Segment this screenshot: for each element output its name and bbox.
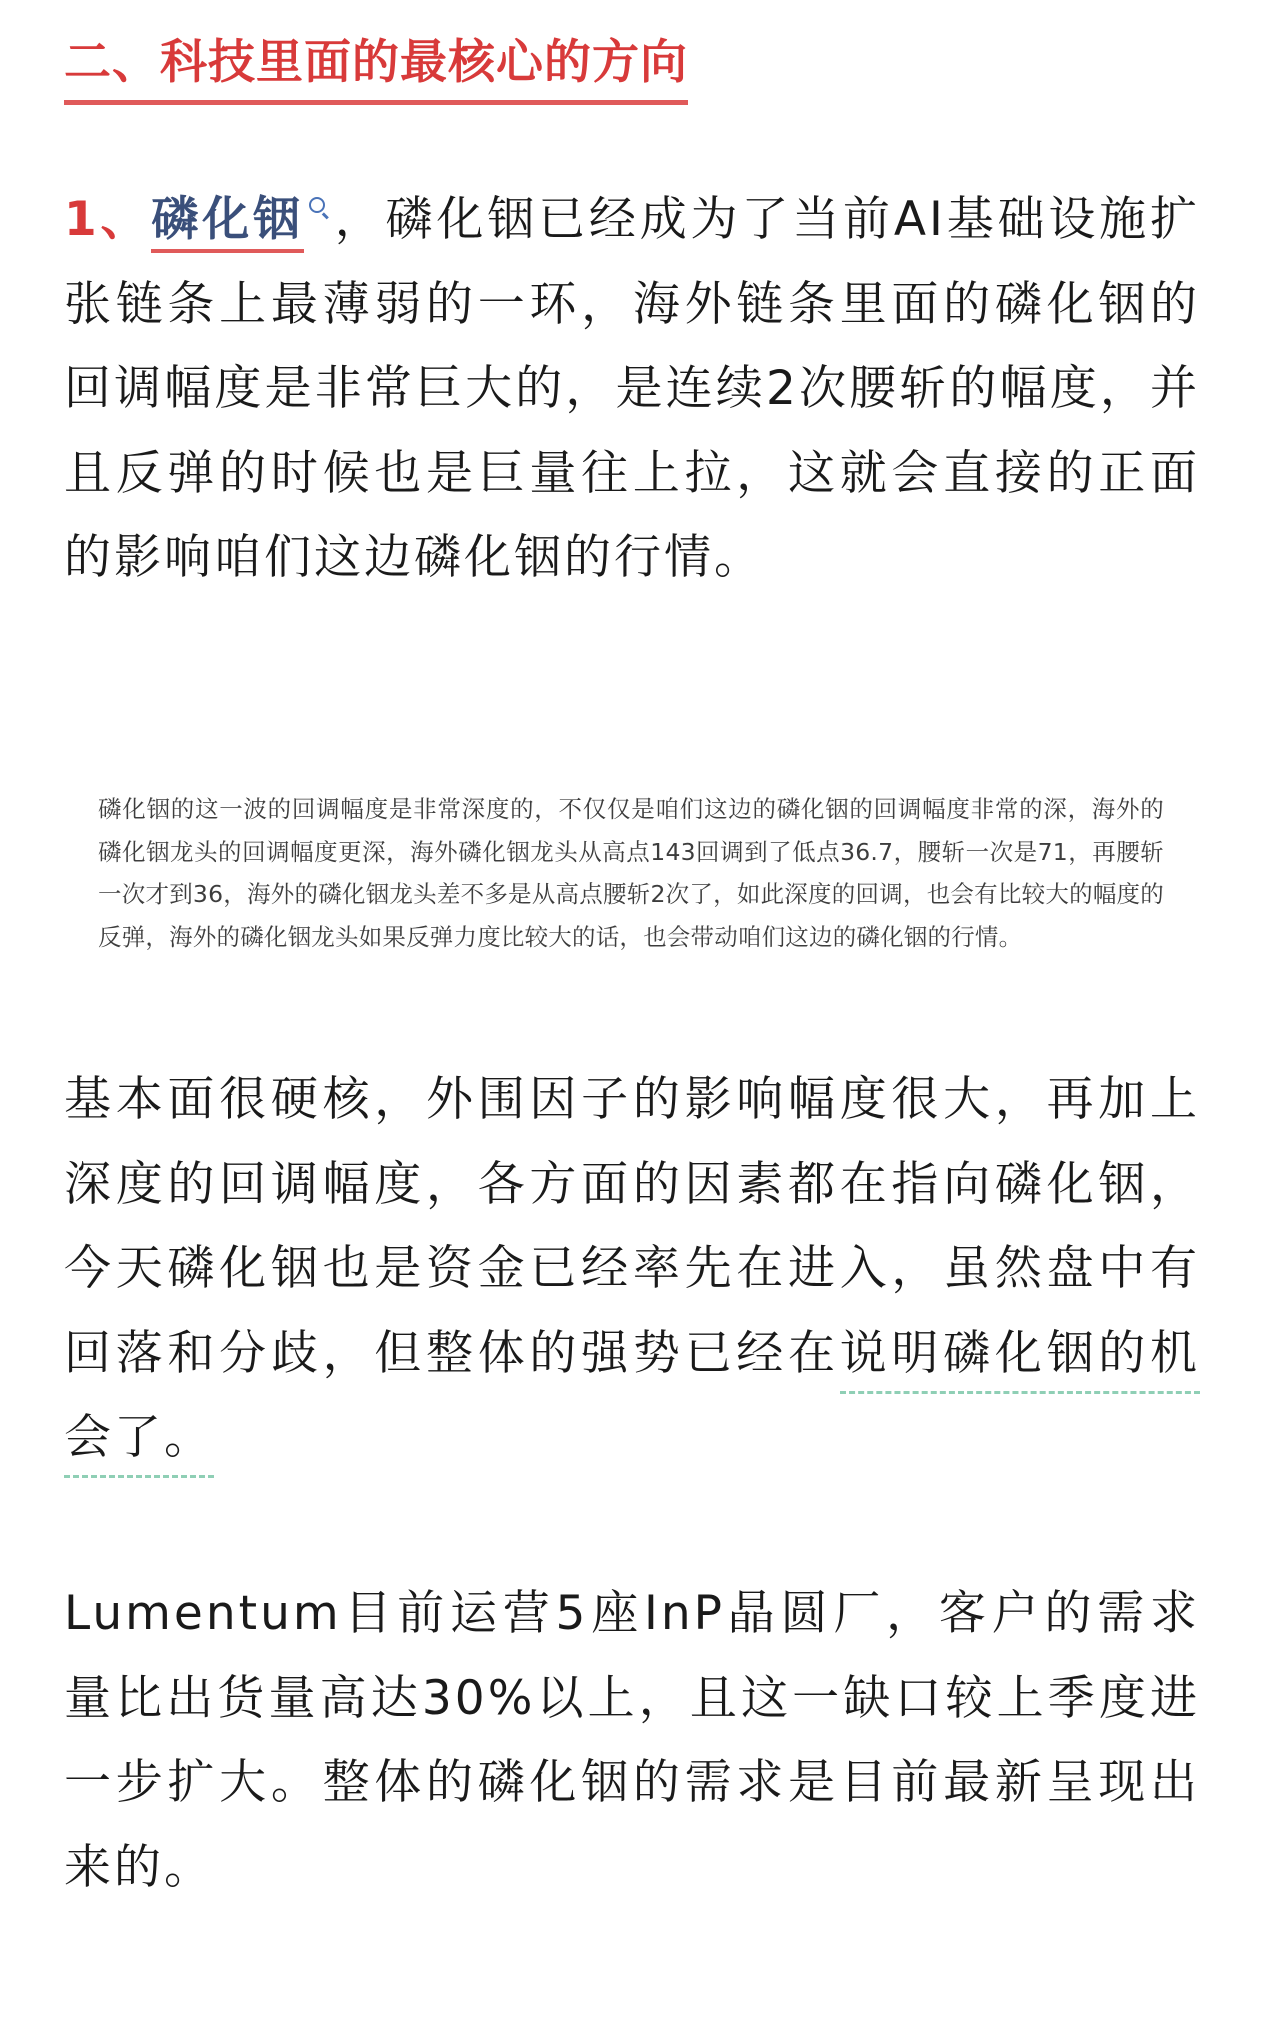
paragraph-indium-phosphide [64,178,1200,601]
section-title: 二、科技里面的最核心的方向 [64,30,688,105]
paragraph-fundamentals [64,1058,1200,1481]
quote-block: 磷化铟的这一波的回调幅度是非常深度的，不仅仅是咱们这边的磷化铟的回调幅度非常的深，海外的磷化铟龙头的回调幅度更深，海外磷化铟龙头从高点143回调到了低点36.7，腰斩一次是71，再腰斩一次才到36，海外的磷化铟龙头差不多是从高点腰斩2次了，如此深度的回调，也会有比较大的幅度的反弹，海外的磷化铟龙头如果反弹力度比较大的话，也会带动咱们这边的磷化铟的行情。 [98,795,1164,951]
paragraph-body: ，磷化铟已经成为了当前AI基础设施扩张链条上最薄弱的一环，海外链条里面的磷化铟的回调幅度是非常巨大的，是连续2次腰斩的幅度，并且反弹的时候也是巨量往上拉，这就会直接的正面的影响咱们这边磷化铟的行情。 [64,192,1201,585]
subheading-number: 1、 [64,192,152,247]
underlined-phrase: 说明磷化铟的机会了。 [64,1326,1200,1479]
paragraph-lumentum: Lumentum目前运营5座InP晶圆厂，客户的需求量比出货量高达30%以上，且这一缺口较上季度进一步扩大。整体的磷化铟的需求是目前最新呈现出来的。 [64,1586,1200,1895]
keyword-link-indium-phosphide[interactable]: 磷化铟 [151,192,304,253]
search-icon[interactable] [308,196,330,218]
paragraph-body: 基本面很硬核，外围因子的影响幅度很大，再加上深度的回调幅度，各方面的因素都在指向磷化铟，今天磷化铟也是资金已经率先在进入，虽然盘中有回落和分歧，但整体的强势已经在 [64,1072,1200,1381]
